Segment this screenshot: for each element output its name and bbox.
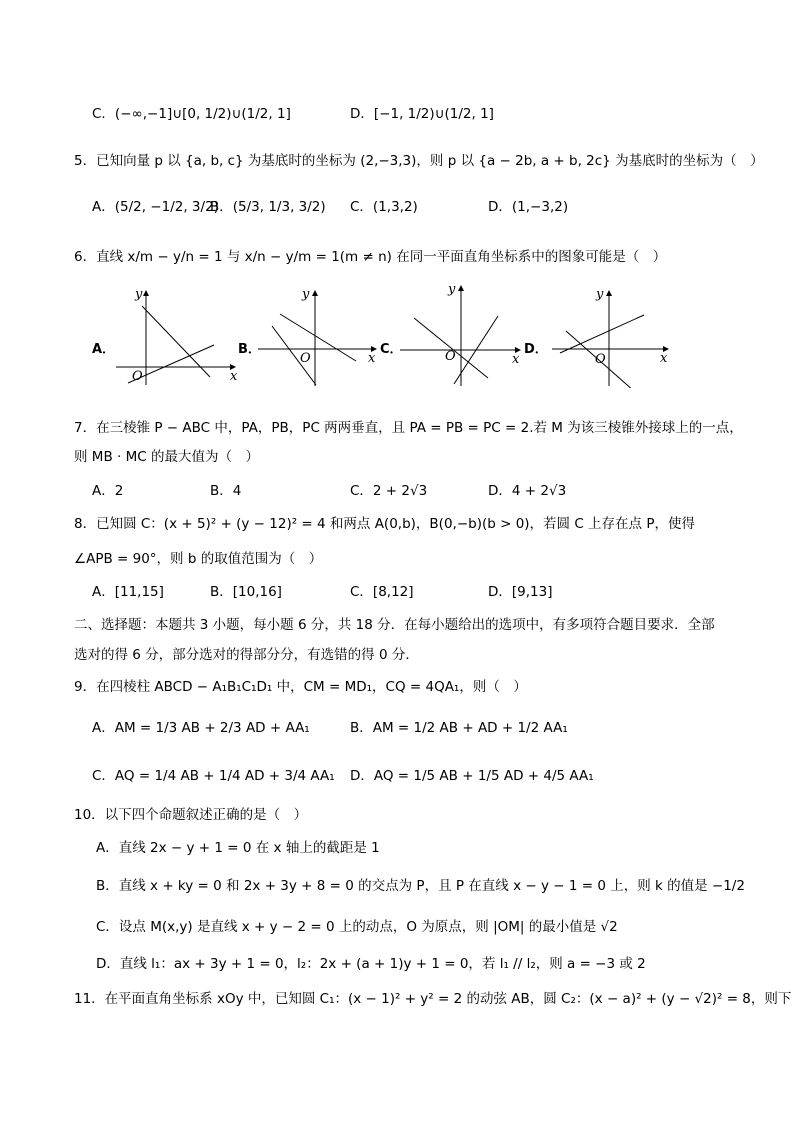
q7-stem-line1: 7．在三棱锥 P − ABC 中，PA，PB，PC 两两垂直，且 PA = PB = PC = 2.若 M 为该三棱锥外接球上的一点， (74, 420, 743, 436)
q6-option-c-label: C． (380, 342, 403, 357)
q5-stem: 5．已知向量 p 以 {a, b, c} 为基底时的坐标为 (2,−3,3)，则 p 以 {a − 2b, a + b, 2c} 为基底时的坐标为（ ） (74, 153, 764, 169)
q6-option-d-label: D． (524, 342, 548, 357)
q8-option-b: B．[10,16] (210, 584, 282, 600)
q6-graph-d (548, 283, 673, 388)
q10-option-b: B．直线 x + ky = 0 和 2x + 3y + 8 = 0 的交点为 P，且 P 在直线 x − y − 1 = 0 上，则 k 的值是 −1/2 (96, 878, 745, 894)
q9-stem: 9．在四棱柱 ABCD − A₁B₁C₁D₁ 中，CM = MD₁，CQ = 4QA₁，则（ ） (74, 679, 527, 695)
q6-option-b-label: B． (238, 342, 261, 357)
q6-c-origin-label: O (445, 349, 456, 364)
q6-d-x-label: x (660, 351, 668, 366)
q6-graph-b (256, 283, 381, 388)
q6-graph-c (398, 280, 526, 390)
q6-a-origin-label: O (132, 369, 143, 384)
q6-d-y-label: y (596, 287, 604, 302)
q7-stem-line2: 则 MB · MC 的最大值为（ ） (74, 449, 259, 465)
q6-option-a-label: A． (92, 342, 116, 357)
q7-option-c: C．2 + 2√3 (350, 483, 428, 499)
q10-option-d: D．直线 l₁：ax + 3y + 1 = 0，l₂：2x + (a + 1)y + 1 = 0，若 l₁ // l₂，则 a = −3 或 2 (96, 956, 646, 972)
q6-a-y-label: y (135, 287, 143, 302)
q5-option-c: C．(1,3,2) (350, 199, 418, 215)
q9-option-a: A．AM = 1/3 AB + 2/3 AD + AA₁ (92, 720, 310, 736)
q7-option-b: B．4 (210, 483, 242, 499)
q7-option-a: A．2 (92, 483, 124, 499)
q7-option-d: D．4 + 2√3 (488, 483, 567, 499)
q6-graph-a (110, 283, 240, 388)
q9-option-c: C．AQ = 1/4 AB + 1/4 AD + 3/4 AA₁ (92, 768, 335, 784)
q10-option-c: C．设点 M(x,y) 是直线 x + y − 2 = 0 上的动点，O 为原点，则 |OM| 的最小值是 √2 (96, 919, 618, 935)
section2-heading-line2: 选对的得 6 分，部分选对的得部分分，有选错的得 0 分． (74, 647, 419, 663)
q9-option-d: D．AQ = 1/5 AB + 1/5 AD + 4/5 AA₁ (350, 768, 594, 784)
q10-stem: 10．以下四个命题叙述正确的是（ ） (74, 807, 308, 823)
q6-a-x-label: x (230, 369, 238, 384)
q6-b-x-label: x (368, 351, 376, 366)
q8-option-a: A．[11,15] (92, 584, 164, 600)
q6-c-x-label: x (512, 352, 520, 367)
q6-b-origin-label: O (300, 351, 311, 366)
q5-option-a: A．(5/2, −1/2, 3/2) (92, 199, 219, 215)
q6-d-origin-label: O (595, 352, 606, 367)
q8-option-c: C．[8,12] (350, 584, 414, 600)
q11-stem: 11．在平面直角坐标系 xOy 中，已知圆 C₁：(x − 1)² + y² = 2 的动弦 AB，圆 C₂：(x − a)² + (y − √2)² = 8，则下 (74, 991, 792, 1007)
section2-heading-line1: 二、选择题：本题共 3 小题，每小题 6 分，共 18 分．在每小题给出的选项中，有多项符合题目要求．全部 (74, 617, 715, 633)
q8-option-d: D．[9,13] (488, 584, 553, 600)
q5-option-d: D．(1,−3,2) (488, 199, 569, 215)
q10-option-a: A．直线 2x − y + 1 = 0 在 x 轴上的截距是 1 (96, 840, 380, 856)
q6-b-y-label: y (302, 287, 310, 302)
q8-stem-line1: 8．已知圆 C：(x + 5)² + (y − 12)² = 4 和两点 A(0,b)，B(0,−b)(b > 0)，若圆 C 上存在点 P，使得 (74, 516, 695, 532)
q6-stem: 6．直线 x/m − y/n = 1 与 x/n − y/m = 1(m ≠ n) 在同一平面直角坐标系中的图象可能是（ ） (74, 249, 667, 265)
q9-option-b: B．AM = 1/2 AB + AD + 1/2 AA₁ (350, 720, 568, 736)
q4-option-c: C．(−∞,−1]∪[0, 1/2)∪(1/2, 1] (92, 106, 291, 122)
q5-option-b: B．(5/3, 1/3, 3/2) (210, 199, 326, 215)
q6-c-y-label: y (448, 282, 456, 297)
q8-stem-line2: ∠APB = 90°，则 b 的取值范围为（ ） (74, 551, 323, 567)
q4-option-d: D．[−1, 1/2)∪(1/2, 1] (350, 106, 494, 122)
